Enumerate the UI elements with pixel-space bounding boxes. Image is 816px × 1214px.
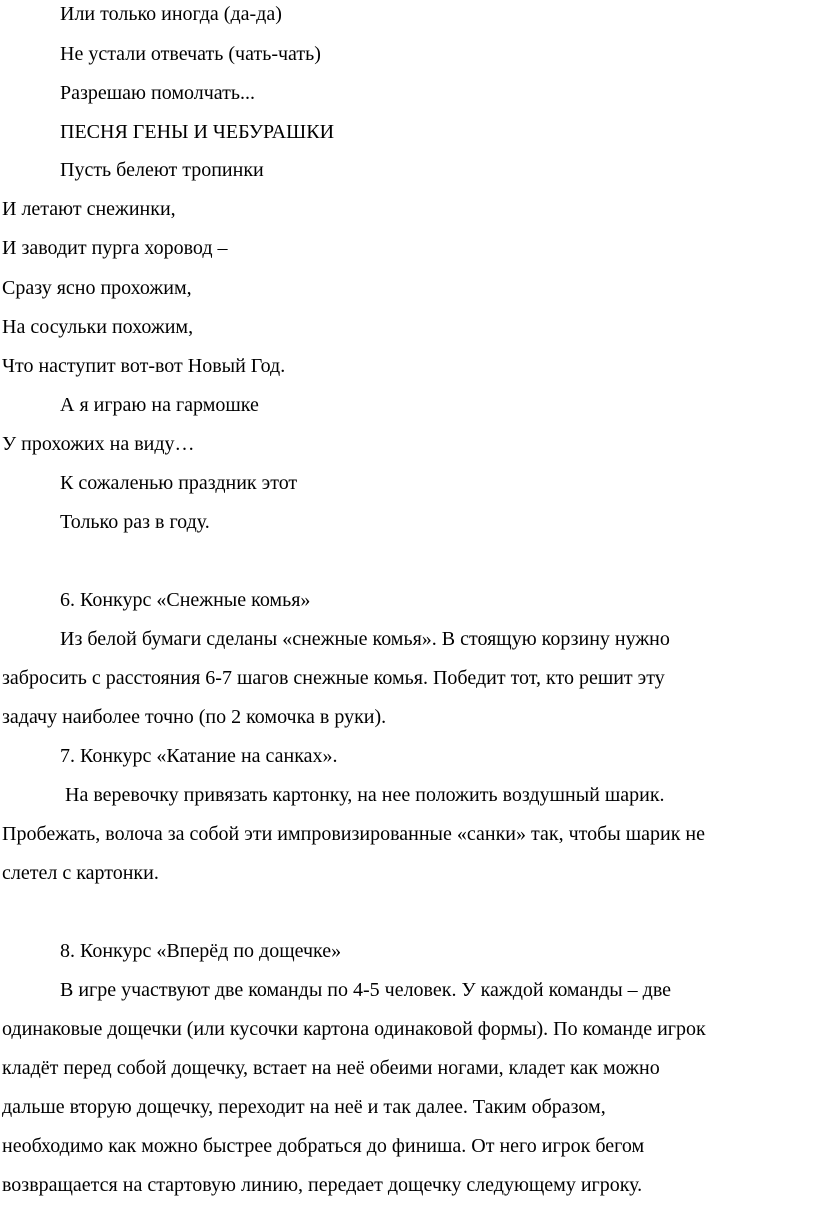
paragraph-line: В игре участвуют две команды по 4-5 человек. У каждой команды – две [60,979,672,1001]
paragraph-line: кладёт перед собой дощечку, встает на неё обеими ногами, кладет как можно [2,1057,660,1079]
song-line: На сосульки похожим, [2,316,194,338]
song-line: Только раз в году. [60,511,210,533]
song-title: ПЕСНЯ ГЕНЫ И ЧЕБУРАШКИ [60,121,335,143]
song-line: У прохожих на виду… [2,433,195,455]
paragraph-line: Из белой бумаги сделаны «снежные комья». В стоящую корзину нужно [60,628,670,650]
paragraph-line: дальше вторую дощечку, переходит на неё и так далее. Таким образом, [2,1096,606,1118]
song-line: И заводит пурга хоровод – [2,237,228,259]
contest-heading: 7. Конкурс «Катание на санках». [60,745,338,767]
song-line: И летают снежинки, [2,198,176,220]
song-line: Пусть белеют тропинки [60,159,264,181]
song-line: Разрешаю помолчать... [60,82,255,104]
paragraph-line: возвращается на стартовую линию, передает дощечку следующему игроку. [2,1174,643,1196]
paragraph-line: слетел с картонки. [2,862,159,884]
contest-heading: 6. Конкурс «Снежные комья» [60,589,311,611]
song-line: Сразу ясно прохожим, [2,277,192,299]
song-line: Или только иногда (да-да) [60,3,282,25]
song-line: К сожаленью праздник этот [60,472,298,494]
paragraph-line: Пробежать, волоча за собой эти импровизированные «санки» так, чтобы шарик не [2,823,705,845]
song-line: А я играю на гармошке [60,394,259,416]
paragraph-line: На веревочку привязать картонку, на нее положить воздушный шарик. [60,784,665,806]
song-line: Не устали отвечать (чать-чать) [60,43,321,65]
paragraph-line: необходимо как можно быстрее добраться до финиша. От него игрок бегом [2,1135,645,1157]
paragraph-line: задачу наиболее точно (по 2 комочка в руки). [2,706,387,728]
song-line: Что наступит вот-вот Новый Год. [2,355,286,377]
paragraph-line: забросить с расстояния 6-7 шагов снежные комья. Победит тот, кто решит эту [2,667,665,689]
paragraph-line: одинаковые дощечки (или кусочки картона одинаковой формы). По команде игрок [2,1018,706,1040]
contest-heading: 8. Конкурс «Вперёд по дощечке» [60,940,342,962]
